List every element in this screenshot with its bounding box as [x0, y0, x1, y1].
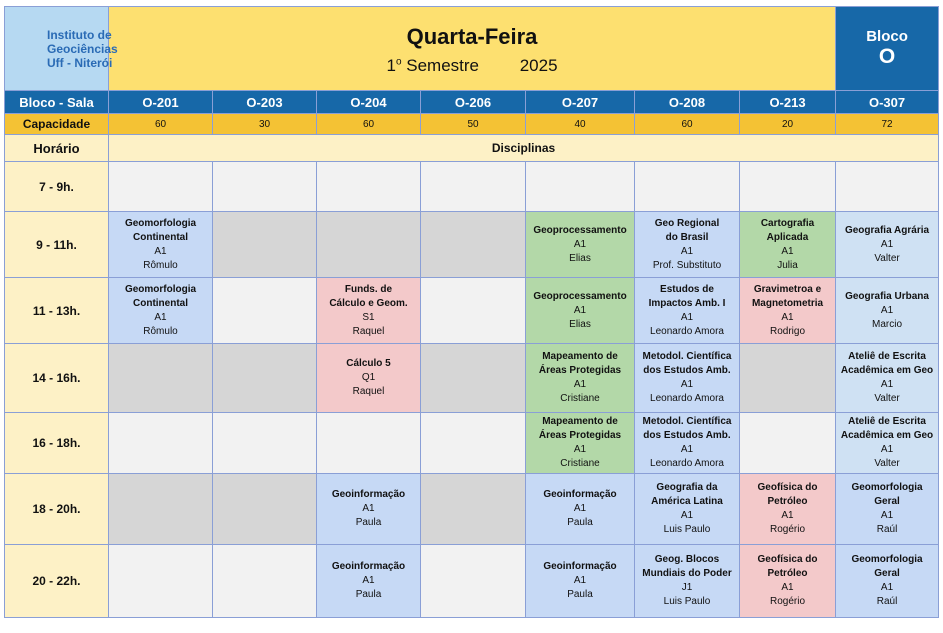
class-cell [635, 545, 740, 618]
professor-name: Valter [874, 458, 900, 469]
course-name: Gravimetroa e [753, 283, 822, 295]
empty-cell [213, 413, 317, 474]
empty-cell [421, 278, 526, 344]
course-name: Geomorfologia [124, 217, 197, 229]
section-header-row [5, 135, 939, 162]
empty-cell [740, 413, 836, 474]
time-slot-label: 11 - 13h. [5, 278, 109, 344]
course-name: Áreas Protegidas [538, 365, 622, 376]
course-name: do Brasil [665, 231, 709, 243]
class-cell [317, 474, 421, 545]
class-code: A1 [573, 575, 587, 586]
class-cell [635, 474, 740, 545]
class-code: A1 [680, 510, 694, 521]
class-cell [635, 413, 740, 474]
course-name: Magnetometria [751, 297, 824, 309]
empty-cell [109, 344, 213, 413]
class-code: A1 [680, 311, 694, 323]
title-cell [109, 7, 836, 91]
professor-name: Leonardo Amora [650, 325, 724, 337]
institute-logo-cell [5, 7, 118, 91]
disciplinas-label: Disciplinas [109, 135, 939, 162]
class-cell [836, 474, 939, 545]
class-code: A1 [781, 510, 794, 521]
class-cell [526, 344, 635, 413]
capacity-value: 30 [213, 114, 317, 135]
class-cell [526, 413, 635, 474]
course-name: Impactos Amb. I [648, 297, 726, 309]
institute-name-line-1: Instituto de [47, 27, 112, 42]
class-cell [836, 344, 939, 413]
course-name: Geral [874, 568, 900, 579]
class-code: A1 [680, 444, 694, 455]
course-name: Geomorfologia [851, 554, 923, 565]
course-name: Geomorfologia [851, 482, 923, 493]
year: 2025 [519, 55, 558, 75]
bloco-cell [836, 7, 939, 91]
class-code: A1 [781, 311, 794, 323]
professor-name: Rodrigo [770, 325, 806, 337]
class-code: A1 [154, 311, 167, 323]
professor-name: Elias [569, 318, 591, 330]
class-cell [740, 278, 836, 344]
empty-cell [109, 474, 213, 545]
capacity-value: 60 [109, 114, 213, 135]
class-cell [740, 474, 836, 545]
capacity-value: 72 [836, 114, 939, 135]
class-code: S1 [362, 311, 375, 323]
course-name: Estudos de [660, 283, 714, 295]
class-code: Q1 [361, 372, 376, 383]
course-name: Mundiais do Poder [642, 568, 732, 579]
time-slot-label: 7 - 9h. [5, 162, 109, 212]
professor-name: Rômulo [143, 259, 178, 271]
room-header-row [5, 91, 939, 114]
time-slot-row [5, 344, 939, 413]
class-code: A1 [880, 379, 894, 390]
institute-name-line-3: Uff - Niterói [47, 55, 113, 70]
class-cell [635, 212, 740, 278]
course-name: Geofísica do [757, 554, 818, 565]
class-code: A1 [781, 582, 794, 593]
professor-name: Valter [874, 252, 900, 264]
capacity-value: 50 [421, 114, 526, 135]
class-code: A1 [362, 503, 375, 514]
course-name: Metodol. Científica [642, 416, 732, 427]
professor-name: Cristiane [560, 393, 600, 404]
course-name: Geografia Agrária [844, 224, 930, 236]
capacity-row [5, 114, 939, 135]
class-cell [635, 278, 740, 344]
course-name: Ateliê de Escrita [848, 416, 926, 427]
class-cell [109, 278, 213, 344]
professor-name: Leonardo Amora [650, 458, 724, 469]
horario-label: Horário [5, 135, 109, 162]
class-cell [836, 212, 939, 278]
class-code: J1 [681, 582, 693, 593]
course-name: Mapeamento de [542, 416, 618, 427]
class-code: A1 [573, 444, 587, 455]
room-header: O-207 [526, 91, 635, 114]
time-slot-label: 9 - 11h. [5, 212, 109, 278]
class-cell [526, 474, 635, 545]
professor-name: Marcio [872, 318, 903, 330]
semester-ordinal: o [395, 55, 402, 67]
empty-cell [213, 474, 317, 545]
professor-name: Raúl [876, 596, 898, 607]
course-name: Geoinformação [543, 561, 617, 572]
capacity-label: Capacidade [5, 114, 109, 135]
course-name: Cartografia [760, 217, 815, 229]
course-name: Cálculo e Geom. [329, 297, 408, 309]
empty-cell [213, 212, 317, 278]
empty-cell [317, 212, 421, 278]
empty-cell [421, 162, 526, 212]
course-name: Ateliê de Escrita [848, 351, 926, 362]
class-cell [109, 212, 213, 278]
class-code: A1 [154, 245, 167, 257]
time-slot-row [5, 212, 939, 278]
empty-cell [213, 344, 317, 413]
class-code: A1 [680, 245, 694, 257]
time-slot-row [5, 545, 939, 618]
course-name: Continental [133, 297, 188, 309]
professor-name: Raúl [876, 524, 898, 535]
course-name: Geoprocessamento [533, 224, 627, 236]
course-name: dos Estudos Amb. [643, 430, 731, 441]
empty-cell [740, 344, 836, 413]
room-header: O-203 [213, 91, 317, 114]
time-slot-row [5, 162, 939, 212]
professor-name: Paula [567, 589, 593, 600]
time-slot-label: 20 - 22h. [5, 545, 109, 618]
room-header: O-201 [109, 91, 213, 114]
professor-name: Luis Paulo [663, 524, 711, 535]
room-header: O-208 [635, 91, 740, 114]
empty-cell [213, 545, 317, 618]
course-name: Metodol. Científica [642, 351, 732, 362]
empty-cell [421, 545, 526, 618]
bloco-label: Bloco [866, 28, 908, 45]
empty-cell [421, 344, 526, 413]
semester-line [109, 56, 835, 76]
capacity-value: 40 [526, 114, 635, 135]
room-header: O-307 [836, 91, 939, 114]
professor-name: Valter [874, 393, 900, 404]
empty-cell [836, 162, 939, 212]
empty-cell [213, 162, 317, 212]
empty-cell [213, 278, 317, 344]
professor-name: Paula [355, 589, 382, 600]
class-code: A1 [880, 582, 894, 593]
empty-cell [109, 162, 213, 212]
professor-name: Raquel [352, 325, 385, 337]
professor-name: Rogério [770, 524, 806, 535]
course-name: Acadêmica em Geo [840, 365, 934, 376]
class-code: A1 [680, 379, 694, 390]
empty-cell [317, 162, 421, 212]
class-code: A1 [573, 379, 587, 390]
empty-cell [109, 545, 213, 618]
class-code: A1 [781, 245, 794, 257]
semester-word: Semestre [406, 55, 479, 75]
course-name: Geo Regional [654, 217, 720, 229]
empty-cell [635, 162, 740, 212]
course-name: Continental [133, 231, 188, 243]
class-code: A1 [880, 510, 894, 521]
course-name: Acadêmica em Geo [840, 430, 934, 441]
class-cell [635, 344, 740, 413]
schedule-table [4, 6, 939, 618]
empty-cell [109, 413, 213, 474]
class-cell [526, 545, 635, 618]
semester-number: 1 [386, 55, 396, 75]
class-cell [836, 545, 939, 618]
rooms-label: Bloco - Sala [5, 91, 109, 114]
time-slot-label: 18 - 20h. [5, 474, 109, 545]
capacity-value: 60 [635, 114, 740, 135]
course-name: Áreas Protegidas [538, 430, 622, 441]
course-name: Mapeamento de [542, 351, 618, 362]
professor-name: Elias [569, 252, 591, 264]
professor-name: Paula [355, 517, 382, 528]
professor-name: Rômulo [143, 325, 178, 337]
class-code: A1 [573, 304, 587, 316]
capacity-value: 20 [740, 114, 836, 135]
professor-name: Leonardo Amora [650, 393, 724, 404]
class-code: A1 [573, 238, 587, 250]
course-name: dos Estudos Amb. [643, 365, 731, 376]
course-name: Geografia da [656, 482, 718, 493]
professor-name: Julia [777, 259, 798, 271]
class-code: A1 [362, 575, 375, 586]
empty-cell [421, 212, 526, 278]
course-name: Geografia Urbana [845, 290, 929, 302]
class-code: A1 [880, 444, 894, 455]
empty-cell [421, 413, 526, 474]
professor-name: Cristiane [560, 458, 600, 469]
course-name: Cálculo 5 [346, 358, 391, 369]
course-name: Geomorfologia [124, 283, 197, 295]
class-cell [740, 212, 836, 278]
class-cell [836, 278, 939, 344]
professor-name: Paula [567, 517, 593, 528]
class-cell [526, 278, 635, 344]
room-header: O-204 [317, 91, 421, 114]
empty-cell [317, 413, 421, 474]
time-slot-row [5, 474, 939, 545]
room-header: O-206 [421, 91, 526, 114]
professor-name: Luis Paulo [663, 596, 711, 607]
institute-name-line-2: Geociências [47, 41, 118, 56]
course-name: Petróleo [767, 496, 808, 507]
class-cell [836, 413, 939, 474]
course-name: Geoinformação [331, 561, 406, 572]
day-title: Quarta-Feira [406, 23, 538, 49]
class-cell [317, 545, 421, 618]
course-name: Geofísica do [757, 482, 818, 493]
course-name: Geoinformação [543, 489, 617, 500]
class-cell [317, 344, 421, 413]
professor-name: Rogério [770, 596, 806, 607]
time-slot-row [5, 413, 939, 474]
course-name: Geog. Blocos [654, 554, 720, 565]
class-cell [740, 545, 836, 618]
class-code: A1 [880, 238, 894, 250]
empty-cell [526, 162, 635, 212]
empty-cell [740, 162, 836, 212]
professor-name: Raquel [352, 386, 385, 397]
course-name: Aplicada [766, 231, 809, 243]
capacity-value: 60 [317, 114, 421, 135]
class-code: A1 [880, 304, 894, 316]
time-slot-row [5, 278, 939, 344]
class-cell [526, 212, 635, 278]
class-cell [317, 278, 421, 344]
course-name: Geoinformação [331, 489, 406, 500]
professor-name: Prof. Substituto [652, 259, 722, 271]
class-code: A1 [573, 503, 587, 514]
course-name: Geral [874, 496, 900, 507]
course-name: Geoprocessamento [533, 290, 627, 302]
empty-cell [421, 474, 526, 545]
course-name: América Latina [651, 496, 723, 507]
time-slot-label: 16 - 18h. [5, 413, 109, 474]
bloco-value: O [878, 45, 896, 68]
course-name: Petróleo [767, 568, 808, 579]
time-slot-label: 14 - 16h. [5, 344, 109, 413]
course-name: Funds. de [344, 283, 393, 295]
room-header: O-213 [740, 91, 836, 114]
